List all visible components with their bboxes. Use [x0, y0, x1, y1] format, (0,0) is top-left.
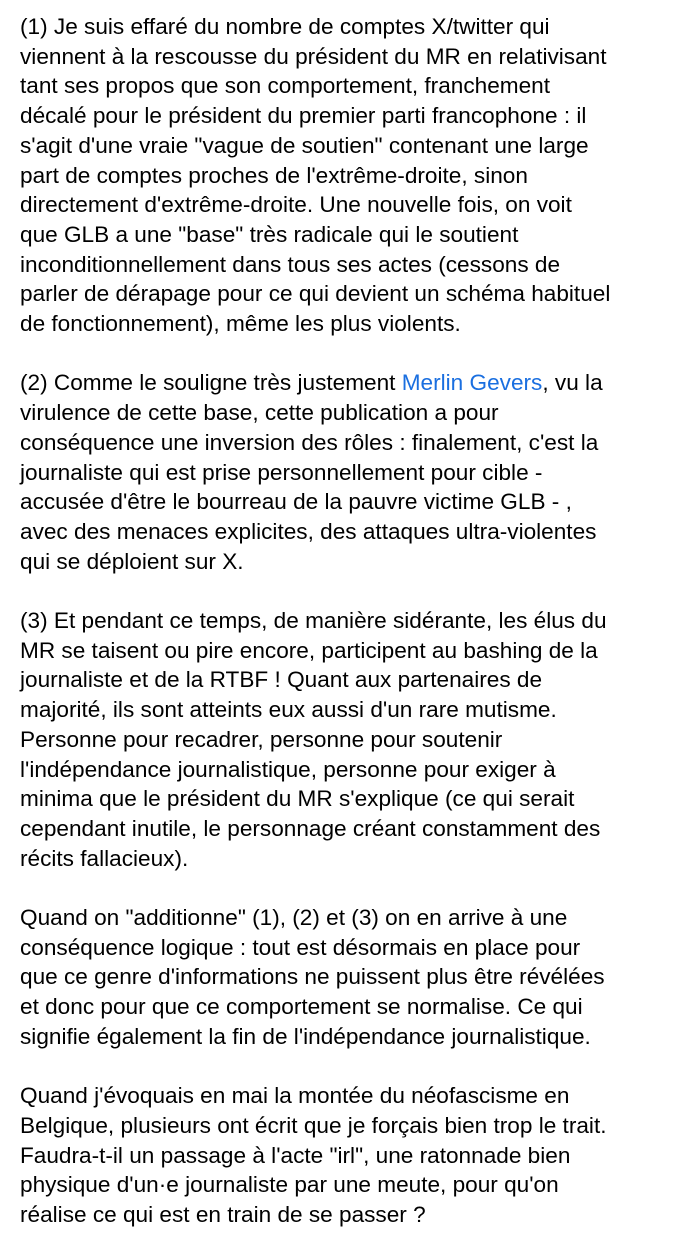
text-line: (3) Et pendant ce temps, de manière sidérante, les élus du [20, 608, 607, 634]
mention-link-merlin-gevers[interactable]: Merlin Gevers [401, 370, 543, 396]
text-line: directement d'extrême-droite. Une nouvelle fois, on voit [20, 192, 572, 218]
text-line: et donc pour que ce comportement se normalise. Ce qui [20, 994, 583, 1020]
text-line: parler de dérapage pour ce qui devient un schéma habituel [20, 281, 611, 307]
text-line: qui se déploient sur X. [20, 548, 244, 574]
text-line: l'indépendance journalistique, personne pour exiger à [20, 756, 556, 782]
text-segment: (2) Comme le souligne très justement [20, 370, 402, 396]
text-line: Quand on "additionne" (1), (2) et (3) on en arrive à une [20, 905, 568, 931]
paragraph-3 [20, 606, 680, 873]
text-line [20, 368, 680, 398]
text-line: décalé pour le président du premier parti francophone : il [20, 103, 587, 129]
text-line: physique d'un·e journaliste par une meute, pour qu'on [20, 1172, 559, 1198]
paragraph-2 [20, 368, 680, 576]
text-line: réalise ce qui est en train de se passer ? [20, 1202, 426, 1228]
text-line: accusée d'être le bourreau de la pauvre victime GLB - , [20, 489, 572, 515]
text-line: majorité, ils sont atteints eux aussi d'un rare mutisme. [20, 697, 557, 723]
text-line: récits fallacieux). [20, 845, 189, 871]
text-line: cependant inutile, le personnage créant constamment des [20, 815, 601, 841]
text-line: (1) Je suis effaré du nombre de comptes X/twitter qui [20, 14, 550, 39]
text-line: que ce genre d'informations ne puissent plus être révélées [20, 964, 605, 990]
text-line: signifie également la fin de l'indépendance journalistique. [20, 1023, 591, 1049]
text-line: inconditionnellement dans tous ses actes (cessons de [20, 251, 561, 277]
text-segment: , vu la [542, 370, 603, 396]
text-line: s'agit d'une vraie "vague de soutien" contenant une large [20, 132, 589, 158]
text-line: avec des menaces explicites, des attaques ultra-violentes [20, 518, 597, 544]
text-line: viennent à la rescousse du président du MR en relativisant [20, 43, 607, 69]
text-line: conséquence une inversion des rôles : finalement, c'est la [20, 429, 599, 455]
text-line: minima que le président du MR s'explique (ce qui serait [20, 786, 575, 812]
text-line: Personne pour recadrer, personne pour soutenir [20, 726, 503, 752]
text-line: que GLB a une "base" très radicale qui le soutient [20, 221, 519, 247]
paragraph-5 [20, 1081, 680, 1230]
text-line: tant ses propos que son comportement, franchement [20, 73, 550, 99]
text-line: virulence de cette base, cette publication a pour [20, 400, 499, 426]
paragraph-4 [20, 903, 680, 1052]
text-line: MR se taisent ou pire encore, participent au bashing de la [20, 637, 598, 663]
text-line: conséquence logique : tout est désormais en place pour [20, 934, 581, 960]
text-line: Belgique, plusieurs ont écrit que je forçais bien trop le trait. [20, 1112, 607, 1138]
post-text [20, 12, 680, 1259]
text-line: part de comptes proches de l'extrême-droite, sinon [20, 162, 528, 188]
text-line: de fonctionnement), même les plus violents. [20, 311, 461, 337]
paragraph-1 [20, 12, 680, 339]
text-line: journaliste qui est prise personnellement pour cible - [20, 459, 543, 485]
text-line: Faudra-t-il un passage à l'acte "irl", une ratonnade bien [20, 1142, 571, 1168]
text-line: journaliste et de la RTBF ! Quant aux partenaires de [20, 667, 543, 693]
text-line: Quand j'évoquais en mai la montée du néofascisme en [20, 1083, 570, 1109]
